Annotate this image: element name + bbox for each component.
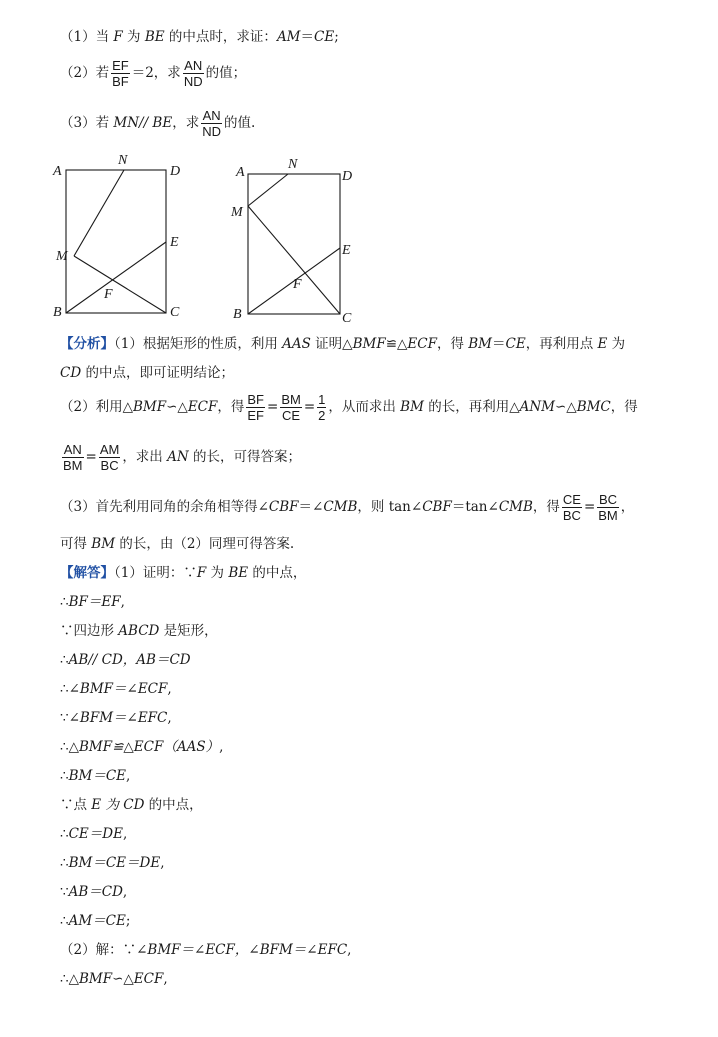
label-d: D <box>342 169 353 184</box>
segment-mc <box>248 206 340 314</box>
var: CE <box>505 336 526 352</box>
var: AN <box>167 449 189 465</box>
text: ，求出 <box>122 449 168 465</box>
proof-line <box>60 854 165 872</box>
question-2 <box>60 58 246 89</box>
math: AB＝CD <box>68 884 123 900</box>
denominator: CE <box>282 408 301 423</box>
text: 的中点， <box>144 797 203 813</box>
text: ∴ <box>60 855 69 871</box>
text: , <box>167 710 172 726</box>
var: ECF <box>187 399 218 415</box>
text: , <box>167 681 172 697</box>
q1-var: AM <box>276 29 301 45</box>
figure-1 <box>66 170 166 313</box>
proof-line <box>60 680 172 698</box>
fraction <box>99 442 121 473</box>
math: BF＝EF <box>68 594 121 610</box>
text: ，得 <box>436 336 469 352</box>
label-b: B <box>233 307 242 322</box>
math: BMF＝∠ECF <box>79 681 168 697</box>
var: ANM <box>519 399 555 415</box>
text: ∵四边形 <box>60 623 119 639</box>
analysis-line-2 <box>60 364 234 382</box>
text: （1）根据矩形的性质，利用 <box>114 336 283 352</box>
text: ∴△ <box>60 739 79 755</box>
q1-text: 为 <box>122 29 145 45</box>
text: ∴ <box>60 913 69 929</box>
var: E <box>597 336 608 352</box>
text: ∴∠ <box>60 681 80 697</box>
text: , <box>347 942 352 958</box>
var: BM <box>468 336 493 352</box>
text: ，从而求出 <box>328 399 401 415</box>
text: ∴△ <box>60 971 79 987</box>
text: , <box>160 855 165 871</box>
q2-text: （2）若 <box>60 65 110 81</box>
text: , <box>219 739 224 755</box>
fraction <box>562 492 582 523</box>
analysis-line-1 <box>60 335 625 353</box>
denominator: BC <box>100 458 119 473</box>
label-e: E <box>170 235 179 250</box>
denominator: BM <box>63 458 83 473</box>
math: AM＝CE <box>68 913 126 929</box>
text: 的中点， <box>248 565 307 581</box>
label-m: M <box>56 249 68 264</box>
numerator: 1 <box>318 392 326 407</box>
label-f: F <box>104 287 113 302</box>
proof-line <box>60 738 223 756</box>
q1-var: F <box>113 29 123 45</box>
numerator: CE <box>562 492 581 507</box>
math: E 为 CD <box>91 797 145 813</box>
label-a: A <box>53 164 62 179</box>
analysis-line-4 <box>60 442 301 473</box>
fraction <box>317 392 326 423</box>
math: BMF∽△ECF <box>78 971 164 987</box>
text: ∽△ <box>166 399 188 415</box>
text: ， <box>620 499 635 515</box>
denominator: ND <box>202 124 221 139</box>
text: 为 <box>607 336 626 352</box>
label-c: C <box>170 305 180 320</box>
label-a: A <box>236 165 245 180</box>
analysis-line-6 <box>60 535 294 553</box>
q1-var: CE <box>314 29 335 45</box>
var: BM <box>400 399 424 415</box>
math: AB// CD，AB＝CD <box>68 652 191 668</box>
text: 的长，由（2）同理可得答案. <box>115 536 295 552</box>
label-f: F <box>293 277 302 292</box>
segment-nm <box>248 174 288 206</box>
var: BMC <box>576 399 611 415</box>
text: ，得 <box>217 399 245 415</box>
fraction-an-nd <box>183 58 204 89</box>
denominator: BM <box>598 508 618 523</box>
q3-var: MN <box>113 115 140 131</box>
text: ∴ <box>60 594 69 610</box>
math: CE＝DE <box>68 826 123 842</box>
fraction <box>597 492 619 523</box>
segment-nm <box>74 170 124 256</box>
proof-line <box>60 651 191 669</box>
text: ≌△ <box>385 336 408 352</box>
text: ∵∠ <box>60 710 80 726</box>
text: = <box>303 399 316 415</box>
numerator: AN <box>202 108 221 123</box>
text: ＝tan∠ <box>451 499 499 515</box>
text: 是矩形， <box>159 623 218 639</box>
text: 证明△ <box>310 336 353 352</box>
var: BE <box>228 565 249 581</box>
numerator: AN <box>63 442 82 457</box>
label-d: D <box>170 164 181 179</box>
q2-text: ＝2，求 <box>131 65 181 81</box>
proof-line <box>60 825 127 843</box>
text: = <box>267 399 279 415</box>
math: BMF≌△ECF（AAS） <box>78 739 220 755</box>
q3-text: 的值. <box>223 115 256 131</box>
fraction <box>62 442 84 473</box>
q3-text: ，求 <box>172 115 200 131</box>
text: 可得 <box>60 536 92 552</box>
text: , <box>126 768 131 784</box>
text: ; <box>125 913 131 929</box>
analysis-line-3 <box>60 392 638 423</box>
fraction-ef-bf <box>111 58 130 89</box>
q2-text: 的值； <box>205 65 247 81</box>
text: ∵点 <box>60 797 92 813</box>
rectangle-abcd <box>66 170 166 313</box>
label-c: C <box>342 311 352 326</box>
denominator: BC <box>562 508 581 523</box>
var: CBF <box>422 499 452 515</box>
text: 为 <box>206 565 229 581</box>
proof-line <box>60 883 127 901</box>
text: = <box>85 449 97 465</box>
text: 的长，可得答案； <box>188 449 301 465</box>
text: , <box>120 594 125 610</box>
text: （2）解：∵∠ <box>60 942 148 958</box>
numerator: AM <box>99 442 120 457</box>
math: BFM＝∠EFC <box>79 710 168 726</box>
proof-line <box>60 970 168 988</box>
var: ECF <box>407 336 437 352</box>
text: ∴ <box>60 768 69 784</box>
var: BMF <box>132 399 167 415</box>
var: BMF <box>352 336 386 352</box>
var: CMB <box>498 499 533 515</box>
label-b: B <box>53 305 62 320</box>
text: 的中点，即可证明结论； <box>81 365 234 381</box>
text: ，再利用点 <box>525 336 598 352</box>
text: ，则 tan∠ <box>357 499 423 515</box>
denominator: EF <box>247 408 264 423</box>
question-1 <box>60 28 339 46</box>
text: ，得 <box>610 399 638 415</box>
text: ，得 <box>532 499 560 515</box>
text: , <box>122 826 128 842</box>
q1-text: （1）当 <box>60 29 114 45</box>
numerator: BC <box>598 492 618 507</box>
text: ∴ <box>60 652 69 668</box>
label-m: M <box>231 205 243 220</box>
question-3 <box>60 108 255 139</box>
text: 的长，再利用△ <box>423 399 520 415</box>
segment-mc <box>74 256 166 313</box>
segment-be <box>66 242 166 313</box>
math: BMF＝∠ECF，∠BFM＝∠EFC <box>147 942 348 958</box>
var: AAS <box>282 336 311 352</box>
var: CMB <box>323 499 358 515</box>
proof-line <box>60 709 172 727</box>
proof-line <box>60 796 203 814</box>
label-n: N <box>288 157 298 172</box>
q1-text: ＝ <box>300 29 315 45</box>
var: BM <box>91 536 116 552</box>
text: ∽△ <box>554 399 577 415</box>
denominator: BF <box>112 74 129 89</box>
fraction-an-nd <box>201 108 222 139</box>
figure-1-labels <box>52 153 180 320</box>
text: （3）首先利用同角的余角相等得∠ <box>60 499 269 515</box>
text: ＝∠ <box>298 499 324 515</box>
math: BM＝CE <box>68 768 127 784</box>
numerator: EF <box>112 58 129 73</box>
proof-line <box>60 622 218 640</box>
answer-line-1 <box>60 564 306 582</box>
figure-2 <box>248 174 340 314</box>
geometry-figures <box>40 148 380 328</box>
q1-text: ; <box>334 29 339 45</box>
proof-line <box>60 767 130 785</box>
numerator: AN <box>184 58 203 73</box>
var: CBF <box>268 499 299 515</box>
label-n: N <box>118 153 128 168</box>
text: （1）证明：∵ <box>114 565 197 581</box>
q3-var: // <box>139 115 153 131</box>
q3-text: （3）若 <box>60 115 114 131</box>
text: ∴ <box>60 826 69 842</box>
text: ∵ <box>60 884 69 900</box>
denominator: ND <box>183 74 203 89</box>
numerator: BF <box>247 392 264 407</box>
q1-text: 的中点时，求证： <box>164 29 277 45</box>
denominator: 2 <box>318 408 326 423</box>
proof-line <box>60 912 130 930</box>
fraction <box>280 392 302 423</box>
proof-line <box>60 593 125 611</box>
analysis-line-5 <box>60 492 634 523</box>
proof-line <box>60 941 351 959</box>
math: BM＝CE＝DE <box>68 855 161 871</box>
math: ABCD <box>118 623 160 639</box>
q3-var: BE <box>152 115 173 131</box>
text: （2）利用△ <box>60 399 133 415</box>
text: ＝ <box>492 336 506 352</box>
text: , <box>163 971 168 987</box>
label-e: E <box>342 243 351 258</box>
text: = <box>583 499 596 515</box>
text: , <box>122 884 128 900</box>
analysis-tag: 【分析】 <box>60 336 114 352</box>
numerator: BM <box>281 392 301 407</box>
var: F <box>196 565 207 581</box>
fraction <box>246 392 265 423</box>
q1-var: BE <box>144 29 165 45</box>
var: CD <box>60 365 82 381</box>
answer-tag: 【解答】 <box>60 565 114 581</box>
